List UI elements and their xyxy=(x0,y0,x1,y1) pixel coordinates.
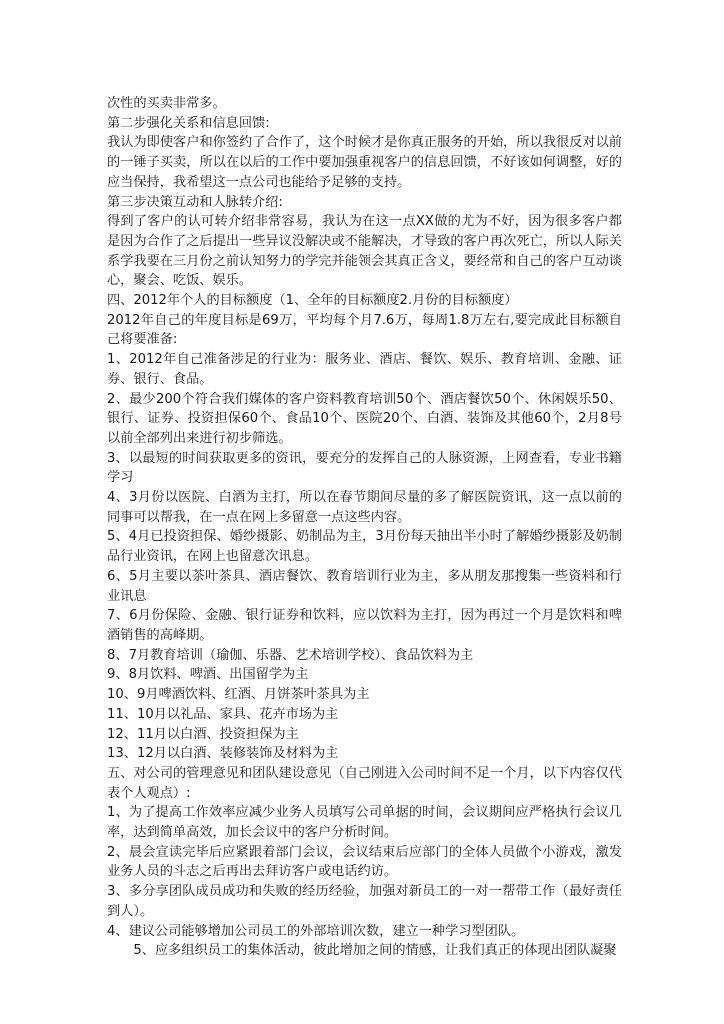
paragraph-15: 9、8月饮料、啤酒、出国留学为主 xyxy=(107,667,309,683)
paragraph-0: 次性的买卖非常多。 xyxy=(107,96,226,111)
paragraph-24: 4、建议公司能够增加公司员工的外部培训次数，建立一种学习型团队。 xyxy=(107,923,525,939)
paragraph-22: 2、晨会宣读完毕后应紧跟着部门会议，会议结束后应部门的全体人员做个小游戏，激发业务人员的斗志之后再出去拜访客户或电话约访。 xyxy=(107,844,622,880)
paragraph-20: 五、对公司的管理意见和团队建设意见（自己刚进入公司时间不足一个月，以下内容仅代表个人观点）: xyxy=(107,765,622,801)
paragraph-14: 8、7月教育培训（瑜伽、乐器、艺术培训学校）、食品饮料为主 xyxy=(107,647,474,663)
paragraph-12: 6、5月主要以茶叶茶具、酒店餐饮、教育培训行业为主，多从朋友那搜集一些资料和行业讯息 xyxy=(107,568,622,604)
paragraph-4: 得到了客户的认可转介绍非常容易，我认为在这一点XX做的尤为不好，因为很多客户都是因为合作了之后提出一些异议没解决或不能解决，才导致的客户再次死亡，所以人际关系学我要在三月份之前认知努力的学完并能领会其真正含义，要经常和自己的客户互动谈心，聚会、吃饭、娱乐。 xyxy=(107,214,622,289)
paragraph-21: 1、为了提高工作效率应减少业务人员填写公司单据的时间，会议期间应严格执行会议几率，达到简单高效，加长会议中的客户分析时间。 xyxy=(107,805,622,841)
paragraph-5: 四、2012年个人的目标额度（1、全年的目标额度2.月份的目标额度） xyxy=(107,293,518,309)
paragraph-1: 第二步强化关系和信息回馈: xyxy=(107,115,270,131)
paragraph-9: 3、以最短的时间获取更多的资讯，要充分的发挥自己的人脉资源，上网查看，专业书籍学习 xyxy=(107,450,622,486)
paragraph-17: 11、10月以礼品、家具、花卉市场为主 xyxy=(107,706,339,722)
paragraph-8: 2、最少200个符合我们媒体的客户资料教育培训50个、酒店餐饮50个、休闲娱乐50、银行、证券、投资担保60个、食品10个、医院20个、白酒、装饰及其他60个，2月8号以前全部列出来进行初步筛选。 xyxy=(107,391,622,446)
paragraph-11: 5、4月已投资担保、婚纱摄影、奶制品为主，3月份每天抽出半小时了解婚纱摄影及奶制品行业资讯，在网上也留意次讯息。 xyxy=(107,529,622,565)
paragraph-10: 4、3月份以医院、白酒为主打，所以在春节期间尽量的多了解医院资讯，这一点以前的同事可以帮我，在一点在网上多留意一点这些内容。 xyxy=(107,490,622,525)
paragraph-18: 12、11月以白酒、投资担保为主 xyxy=(107,726,299,742)
paragraph-13: 7、6月份保险、金融、银行证券和饮料，应以饮料为主打，因为再过一个月是饮料和啤酒销售的高峰期。 xyxy=(107,608,622,643)
paragraph-23: 3、多分享团队成员成功和失败的经历经验，加强对新员工的一对一帮带工作（最好责任到人）。 xyxy=(107,884,622,919)
paragraph-3: 第三步决策互动和人脉转介绍: xyxy=(107,194,283,210)
paragraph-2: 我认为即使客户和你签约了合作了，这个时候才是你真正服务的开始，所以我很反对以前的一锤子买卖，所以在以后的工作中要加强重视客户的信息回馈，不好该如何调整，好的应当保持，我希望这一点公司也能给予足够的支持。 xyxy=(107,135,622,190)
paragraph-19: 13、12月以白酒、装修装饰及材料为主 xyxy=(107,746,339,762)
paragraph-16: 10、9月啤酒饮料、红酒、月饼茶叶茶具为主 xyxy=(107,687,370,703)
paragraph-25: 5、应多组织员工的集体活动，彼此增加之间的情感，让我们真正的体现出团队凝聚 xyxy=(133,943,617,959)
paragraph-6: 2012年自己的年度目标是69万，平均每个月7.6万，每周1.8万左右,要完成此目标额自己将要准备: xyxy=(107,312,622,348)
paragraph-7: 1、2012年自己准备涉足的行业为：服务业、酒店、餐饮、娱乐、教育培训、金融、证券、银行、食品。 xyxy=(107,352,622,387)
